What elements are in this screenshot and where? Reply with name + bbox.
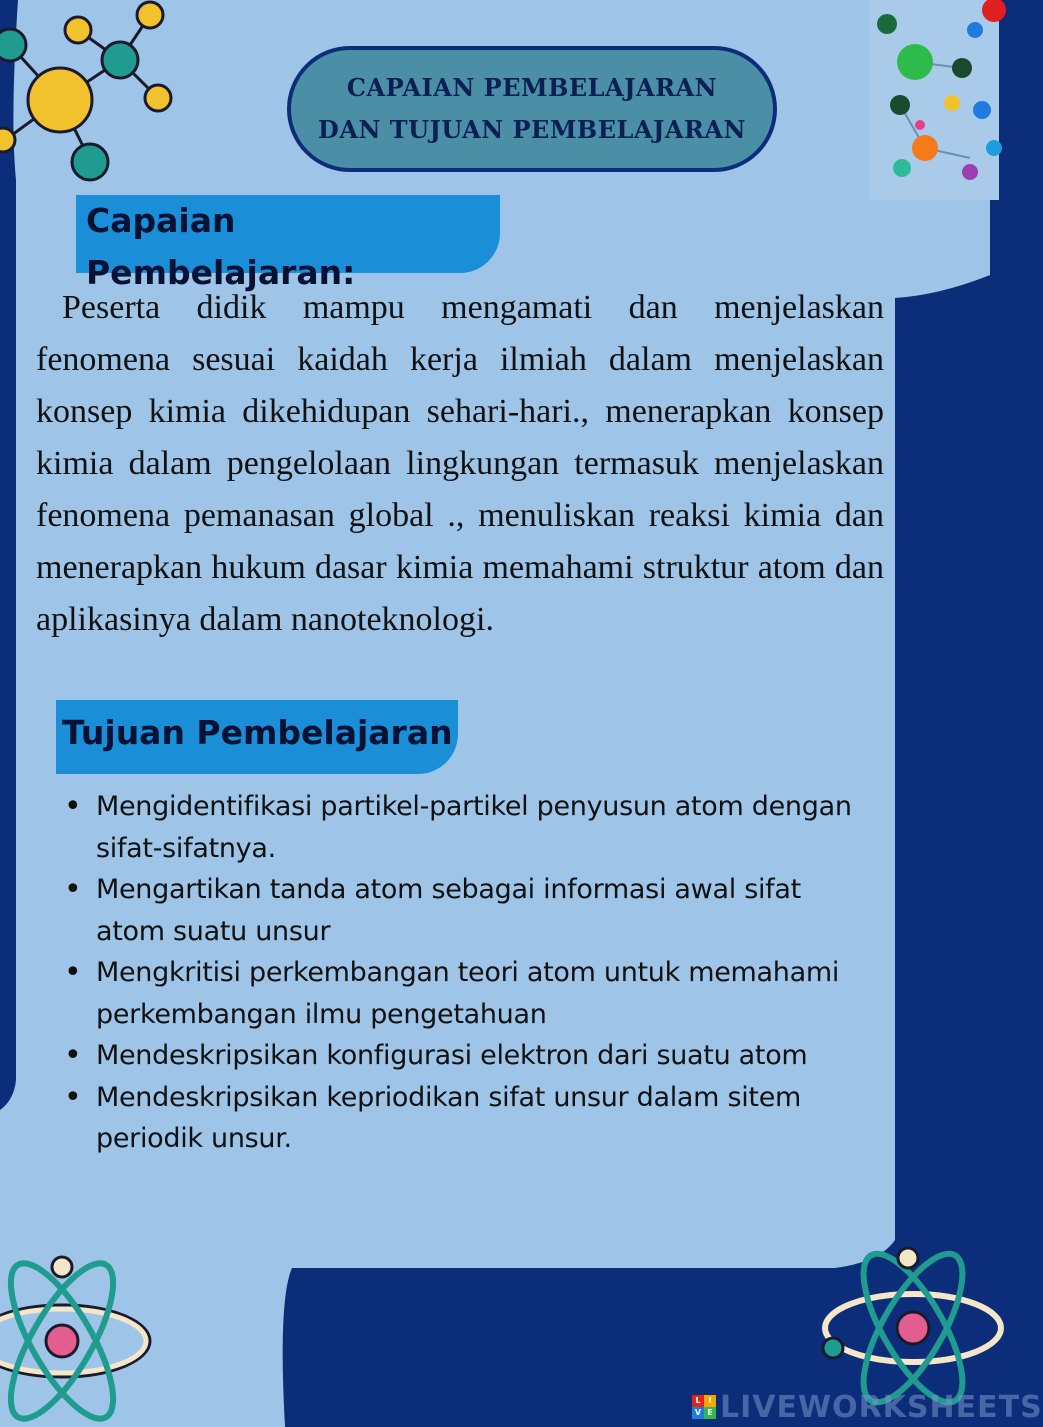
molecule-icon bbox=[0, 0, 190, 200]
list-item: • Mendeskripsikan konfigurasi elektron dari suatu atom bbox=[60, 1035, 860, 1077]
title-line-2: DAN TUJUAN PEMBELAJARAN bbox=[318, 115, 746, 144]
page-title bbox=[287, 46, 777, 172]
atom-icon bbox=[0, 1245, 160, 1427]
molecules-cluster-icon bbox=[870, 0, 999, 200]
tujuan-heading: Tujuan Pembelajaran bbox=[56, 700, 458, 774]
list-item: • Mengidentifikasi partikel-partikel penyusun atom dengan sifat-sifatnya. bbox=[60, 786, 860, 869]
capaian-paragraph: Peserta didik mampu mengamati dan menjelaskan fenomena sesuai kaidah kerja ilmiah dalam menjelaskan konsep kimia dikehidupan sehari-hari., menerapkan konsep kimia dalam pengelolaan lingkungan termasuk menjelaskan fenomena pemanasan global ., menuliskan reaksi kimia dan menerapkan hukum dasar kimia memahami struktur atom dan aplikasinya dalam nanoteknologi. bbox=[36, 289, 884, 638]
atom-icon bbox=[815, 1240, 999, 1400]
list-item: • Mendeskripsikan kepriodikan sifat unsur dalam sitem periodik unsur. bbox=[60, 1077, 860, 1160]
list-item: • Mengartikan tanda atom sebagai informasi awal sifat atom suatu unsur bbox=[60, 869, 860, 952]
watermark-text: LIVEWORKSHEETS bbox=[720, 1389, 1043, 1425]
capaian-heading: Capaian Pembelajaran: bbox=[76, 195, 500, 273]
liveworksheets-watermark bbox=[692, 1387, 1043, 1427]
list-item: • Mengkritisi perkembangan teori atom untuk memahami perkembangan ilmu pengetahuan bbox=[60, 952, 860, 1035]
tujuan-list bbox=[60, 786, 860, 1160]
liveworksheets-logo: L I V E bbox=[692, 1395, 716, 1419]
title-line-1: CAPAIAN PEMBELAJARAN bbox=[346, 73, 718, 102]
